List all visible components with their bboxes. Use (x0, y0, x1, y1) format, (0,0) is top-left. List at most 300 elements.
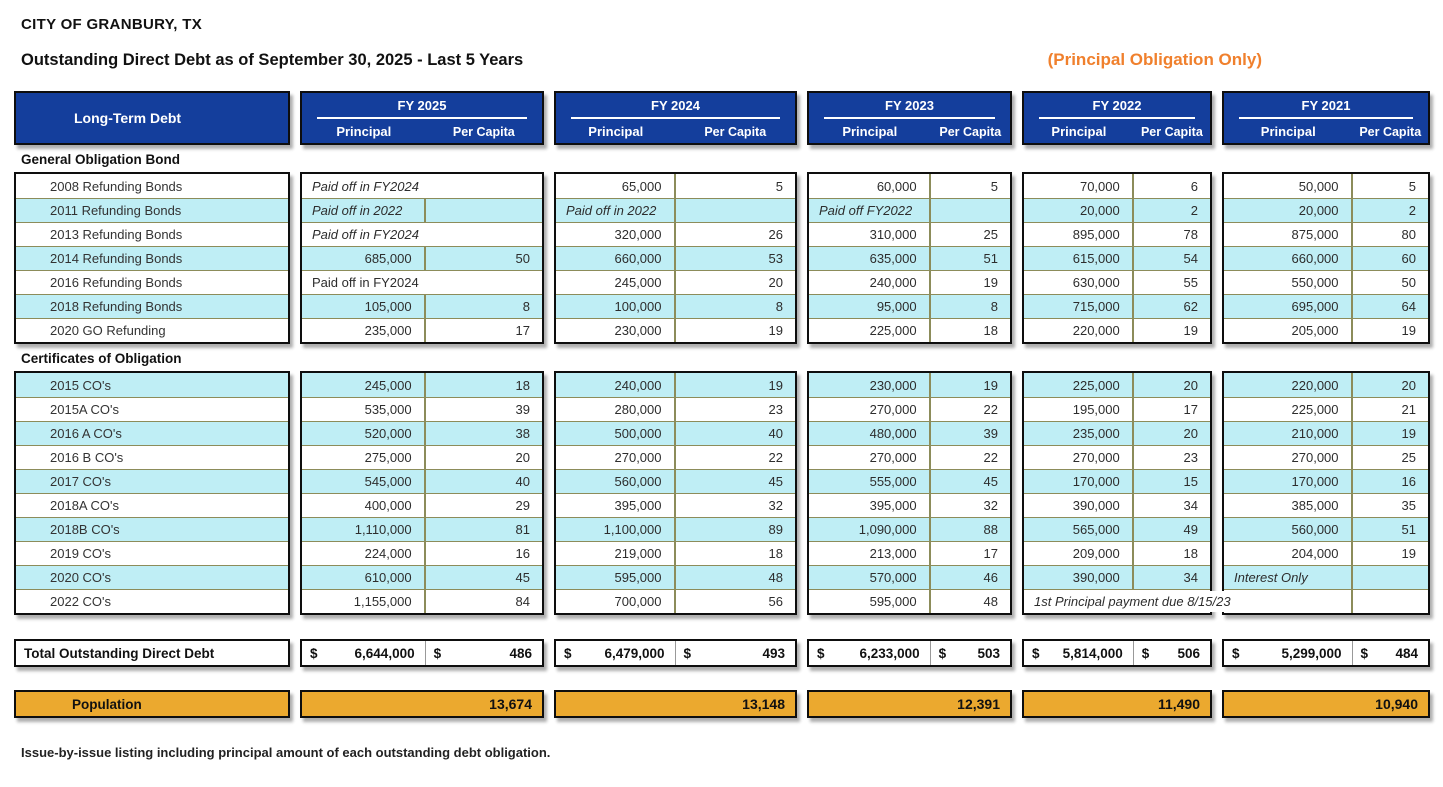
fy-data-box (1022, 172, 1212, 344)
principal-cell: 225,000 (1024, 373, 1134, 397)
table-row (809, 565, 1010, 589)
principal-cell: 220,000 (1224, 373, 1353, 397)
debt-issue-label: 2018B CO's (50, 522, 120, 537)
per-capita-cell: 38 (515, 426, 530, 441)
principal-cell: 240,000 (809, 271, 931, 294)
per-capita-cell: 88 (983, 522, 998, 537)
table-row (556, 469, 795, 493)
per-capita-cell: 18 (515, 377, 530, 393)
table-row (556, 174, 795, 198)
table-row (809, 589, 1010, 613)
principal-cell: 224,000 (302, 542, 426, 565)
table-row (809, 174, 1010, 198)
per-capita-cell: 22 (768, 450, 783, 465)
principal-only-note: (Principal Obligation Only) (1047, 50, 1262, 69)
debt-issue-label: 2018 Refunding Bonds (50, 299, 183, 314)
principal-cell: 245,000 (302, 373, 426, 397)
fy2023-header (807, 91, 1012, 145)
total-per-capita-cell (1134, 641, 1210, 665)
long-term-debt-label: Long-Term Debt (74, 110, 182, 126)
table-row (16, 397, 288, 421)
table-row (16, 517, 288, 541)
table-row (1024, 469, 1210, 493)
per-capita-cell: 18 (768, 546, 783, 561)
principal-cell: 610,000 (302, 566, 426, 589)
currency-symbol: $ (683, 645, 692, 661)
note-text: Interest Only (1234, 570, 1308, 585)
table-row (1024, 517, 1210, 541)
table-row (302, 565, 542, 589)
per-capita-cell: 50 (515, 251, 530, 266)
total-principal-cell (556, 641, 676, 665)
per-capita-cell: 84 (515, 594, 530, 609)
per-capita-cell (1353, 590, 1428, 613)
fy-data-box (807, 172, 1012, 344)
principal-cell: 390,000 (1024, 566, 1134, 589)
per-capita-cell: 19 (983, 275, 998, 290)
note-text: Paid off in FY2024 (312, 227, 419, 242)
principal-cell: 100,000 (556, 295, 676, 318)
debt-issue-label: 2008 Refunding Bonds (50, 178, 183, 194)
per-capita-cell: 34 (1183, 498, 1198, 513)
per-capita-cell: 39 (515, 402, 530, 417)
table-row (809, 246, 1010, 270)
table-row (302, 246, 542, 270)
table-row (16, 469, 288, 493)
table-row (302, 318, 542, 342)
per-capita-cell: 25 (983, 227, 998, 242)
table-header-row (14, 91, 1443, 145)
certificates-of-obligation-grid (14, 371, 1443, 615)
table-row (1224, 270, 1428, 294)
per-capita-cell: 25 (1401, 450, 1416, 465)
principal-cell: 20,000 (1024, 199, 1134, 222)
principal-cell: 685,000 (302, 247, 426, 270)
table-row (16, 318, 288, 342)
per-capita-cell: 16 (1401, 474, 1416, 489)
table-row (1024, 589, 1231, 613)
table-row (809, 397, 1010, 421)
fy2023-label: FY 2023 (824, 98, 995, 119)
note-cell (556, 199, 676, 222)
fy-data-box (300, 172, 544, 344)
table-row (556, 589, 795, 613)
table-row (1024, 541, 1210, 565)
per-capita-cell: 19 (768, 377, 783, 393)
per-capita-cell: 18 (1183, 546, 1198, 561)
principal-cell: 545,000 (302, 470, 426, 493)
principal-cell: 220,000 (1024, 319, 1134, 342)
principal-cell: 170,000 (1024, 470, 1134, 493)
table-row (1024, 270, 1210, 294)
principal-cell: 630,000 (1024, 271, 1134, 294)
per-capita-cell: 53 (768, 251, 783, 266)
table-row (809, 541, 1010, 565)
table-row (16, 222, 288, 246)
per-capita-cell: 20 (768, 275, 783, 290)
table-row (302, 517, 542, 541)
debt-issue-label: 2020 CO's (50, 570, 112, 585)
principal-cell: 225,000 (1224, 398, 1353, 421)
total-per-capita-cell (426, 641, 542, 665)
fy2022-header (1022, 91, 1212, 145)
principal-cell: 310,000 (809, 223, 931, 246)
total-per-capita-value: 486 (509, 645, 532, 661)
population-value-box (1022, 690, 1212, 718)
table-row (809, 222, 1010, 246)
per-capita-cell: 8 (775, 299, 783, 314)
table-row (1024, 174, 1210, 198)
per-capita-cell: 45 (768, 474, 783, 489)
section-title-general-obligation-bond: General Obligation Bond (21, 152, 181, 167)
principal-cell: 660,000 (1224, 247, 1353, 270)
table-row (302, 373, 542, 397)
principal-cell: 320,000 (556, 223, 676, 246)
principal-cell: 595,000 (809, 590, 931, 613)
table-row (1224, 318, 1428, 342)
table-row (16, 198, 288, 222)
per-capita-cell: 23 (1183, 450, 1198, 465)
table-row (1224, 222, 1428, 246)
page-subtitle: Outstanding Direct Debt as of September 30, 2025 - Last 5 Years (21, 51, 524, 69)
table-row (556, 445, 795, 469)
total-principal-cell (809, 641, 931, 665)
table-row (556, 421, 795, 445)
table-row (1224, 589, 1428, 613)
principal-column-header: Principal (1051, 124, 1107, 139)
table-row (302, 397, 542, 421)
currency-symbol: $ (1032, 645, 1040, 661)
table-row (1224, 517, 1428, 541)
total-principal-cell (1224, 641, 1353, 665)
table-row (302, 270, 542, 294)
principal-cell: 500,000 (556, 422, 676, 445)
per-capita-cell: 49 (1183, 522, 1198, 537)
table-row (556, 517, 795, 541)
population-value: 11,490 (1157, 696, 1200, 712)
principal-cell: 1,100,000 (556, 518, 676, 541)
population-row (14, 690, 1443, 718)
table-row (556, 222, 795, 246)
population-value: 10,940 (1375, 696, 1418, 712)
fy-data-box (300, 371, 544, 615)
per-capita-cell: 19 (1401, 323, 1416, 338)
total-data-box (554, 639, 797, 667)
per-capita-cell: 34 (1183, 570, 1198, 585)
per-capita-cell: 26 (768, 227, 783, 242)
table-row (1224, 198, 1428, 222)
table-row (16, 589, 288, 613)
table-row (1224, 174, 1428, 198)
principal-cell: 565,000 (1024, 518, 1134, 541)
table-row (16, 445, 288, 469)
table-row (1024, 318, 1210, 342)
per-capita-cell: 22 (983, 450, 998, 465)
table-row (1024, 565, 1210, 589)
fy2025-header (300, 91, 544, 145)
note-cell (302, 271, 542, 294)
per-capita-cell: 8 (990, 299, 998, 314)
principal-cell: 204,000 (1224, 542, 1353, 565)
per-capita-cell: 8 (522, 299, 530, 314)
principal-cell: 550,000 (1224, 271, 1353, 294)
principal-cell: 270,000 (1224, 446, 1353, 469)
population-value-box (300, 690, 544, 718)
table-row (16, 541, 288, 565)
principal-cell: 170,000 (1224, 470, 1353, 493)
per-capita-cell: 64 (1401, 299, 1416, 314)
per-capita-cell: 62 (1183, 299, 1198, 314)
table-row (1024, 445, 1210, 469)
table-row (809, 294, 1010, 318)
per-capita-cell: 5 (1408, 178, 1416, 194)
debt-issue-label: 2016 Refunding Bonds (50, 275, 183, 290)
per-capita-cell: 5 (990, 178, 998, 194)
total-principal-cell (1024, 641, 1134, 665)
table-row (1224, 294, 1428, 318)
principal-cell: 1,155,000 (302, 590, 426, 613)
principal-cell: 560,000 (1224, 518, 1353, 541)
principal-cell: 60,000 (809, 174, 931, 198)
principal-cell: 209,000 (1024, 542, 1134, 565)
debt-issue-label: 2013 Refunding Bonds (50, 227, 183, 242)
per-capita-cell: 35 (1401, 498, 1416, 513)
table-row (1024, 222, 1210, 246)
table-row (302, 493, 542, 517)
per-capita-cell (426, 199, 542, 222)
per-capita-cell: 22 (983, 402, 998, 417)
table-row (1224, 397, 1428, 421)
fy-data-box (1222, 371, 1430, 615)
per-capita-cell: 46 (983, 570, 998, 585)
principal-cell: 230,000 (809, 373, 931, 397)
footnote: Issue-by-issue listing including principal amount of each outstanding debt obligation. (21, 745, 551, 760)
note-text: 1st Principal payment due 8/15/23 (1034, 591, 1241, 612)
note-text: Paid off FY2022 (819, 203, 913, 218)
table-row (809, 318, 1010, 342)
table-row (16, 294, 288, 318)
per-capita-cell: 18 (983, 323, 998, 338)
per-capita-column-header: Per Capita (1140, 124, 1203, 139)
debt-issue-label: 2018A CO's (50, 498, 119, 513)
principal-cell: 245,000 (556, 271, 676, 294)
currency-symbol: $ (1360, 645, 1369, 661)
table-row (809, 373, 1010, 397)
per-capita-cell: 32 (983, 498, 998, 513)
principal-cell: 20,000 (1224, 199, 1353, 222)
debt-issue-label: 2015 CO's (50, 377, 112, 393)
subtitle-row (21, 50, 1443, 70)
table-row (1024, 373, 1210, 397)
principal-cell: 230,000 (556, 319, 676, 342)
principal-cell: 205,000 (1224, 319, 1353, 342)
per-capita-column-header: Per Capita (939, 124, 1002, 139)
per-capita-column-header: Per Capita (704, 124, 767, 139)
table-row (302, 294, 542, 318)
note-text: Paid off in FY2024 (312, 275, 419, 290)
principal-cell: 895,000 (1024, 223, 1134, 246)
per-capita-cell (676, 199, 796, 222)
per-capita-cell: 56 (768, 594, 783, 609)
per-capita-cell: 89 (768, 522, 783, 537)
currency-symbol: $ (817, 645, 825, 661)
principal-cell: 219,000 (556, 542, 676, 565)
per-capita-cell: 17 (515, 323, 530, 338)
principal-cell: 65,000 (556, 174, 676, 198)
page-title: CITY OF GRANBURY, TX (21, 16, 203, 33)
per-capita-cell: 20 (1183, 426, 1198, 441)
table-row (1224, 541, 1428, 565)
note-text: Paid off in FY2024 (312, 178, 419, 194)
principal-cell: 395,000 (556, 494, 676, 517)
fy2025-label: FY 2025 (317, 98, 527, 119)
principal-cell: 400,000 (302, 494, 426, 517)
table-row (16, 565, 288, 589)
table-row (556, 493, 795, 517)
table-row (809, 517, 1010, 541)
principal-cell: 520,000 (302, 422, 426, 445)
principal-cell: 105,000 (302, 295, 426, 318)
per-capita-cell: 19 (1401, 426, 1416, 441)
long-term-debt-header (14, 91, 290, 145)
table-row (302, 469, 542, 493)
table-row (809, 198, 1010, 222)
per-capita-cell: 40 (515, 474, 530, 489)
table-row (302, 541, 542, 565)
total-per-capita-cell (1353, 641, 1428, 665)
table-row (809, 270, 1010, 294)
per-capita-column-header: Per Capita (452, 124, 515, 139)
principal-cell: 235,000 (302, 319, 426, 342)
table-row (302, 174, 542, 198)
table-row (809, 493, 1010, 517)
currency-symbol: $ (433, 645, 442, 661)
total-per-capita-cell (931, 641, 1010, 665)
principal-cell: 700,000 (556, 590, 676, 613)
principal-cell: 270,000 (809, 398, 931, 421)
principal-cell: 1,090,000 (809, 518, 931, 541)
per-capita-cell: 81 (515, 522, 530, 537)
table-row (556, 565, 795, 589)
fy-data-box (807, 371, 1012, 615)
per-capita-cell: 20 (515, 450, 530, 465)
table-row (1024, 397, 1210, 421)
table-row (809, 421, 1010, 445)
note-cell (302, 174, 542, 198)
total-data-box (300, 639, 544, 667)
per-capita-cell: 48 (768, 570, 783, 585)
section-title-certificates-of-obligation: Certificates of Obligation (21, 351, 182, 366)
table-row (302, 589, 542, 613)
table-row (1024, 421, 1210, 445)
per-capita-cell (1353, 566, 1428, 589)
fy2021-label: FY 2021 (1239, 98, 1413, 119)
note-text: Paid off in 2022 (312, 203, 403, 218)
principal-cell: 560,000 (556, 470, 676, 493)
table-row (556, 198, 795, 222)
per-capita-cell: 19 (768, 323, 783, 338)
principal-cell: 70,000 (1024, 174, 1134, 198)
total-per-capita-value: 506 (1177, 645, 1200, 661)
principal-cell: 275,000 (302, 446, 426, 469)
per-capita-cell: 32 (768, 498, 783, 513)
principal-cell: 270,000 (556, 446, 676, 469)
principal-cell: 715,000 (1024, 295, 1134, 318)
per-capita-cell: 45 (515, 570, 530, 585)
per-capita-cell: 19 (1401, 546, 1416, 561)
principal-cell: 395,000 (809, 494, 931, 517)
per-capita-cell: 20 (1183, 377, 1198, 393)
fy2022-label: FY 2022 (1039, 98, 1195, 119)
fy-data-box (1222, 172, 1430, 344)
total-principal-value: 6,479,000 (604, 645, 665, 661)
per-capita-cell: 54 (1183, 251, 1198, 266)
per-capita-cell: 45 (983, 474, 998, 489)
debt-issue-label: 2014 Refunding Bonds (50, 251, 183, 266)
table-row (1024, 493, 1210, 517)
total-data-box (807, 639, 1012, 667)
principal-cell: 195,000 (1024, 398, 1134, 421)
table-row (1024, 294, 1210, 318)
population-value: 12,391 (957, 696, 1000, 712)
table-row (556, 294, 795, 318)
total-per-capita-value: 503 (977, 645, 1000, 661)
debt-label-box (14, 172, 290, 344)
per-capita-cell: 80 (1401, 227, 1416, 242)
per-capita-cell (931, 199, 1010, 222)
fy2021-header (1222, 91, 1430, 145)
total-principal-value: 5,814,000 (1062, 645, 1123, 661)
principal-cell: 210,000 (1224, 422, 1353, 445)
population-value-box (1222, 690, 1430, 718)
per-capita-cell: 17 (983, 546, 998, 561)
currency-symbol: $ (310, 645, 318, 661)
debt-issue-label: 2022 CO's (50, 594, 112, 609)
debt-issue-label: 2016 B CO's (50, 450, 124, 465)
table-row (556, 270, 795, 294)
note-cell (302, 199, 426, 222)
table-row (556, 318, 795, 342)
table-row (302, 222, 542, 246)
total-label: Total Outstanding Direct Debt (14, 639, 290, 667)
currency-symbol: $ (1141, 645, 1150, 661)
principal-cell: 50,000 (1224, 174, 1353, 198)
population-value: 13,148 (742, 696, 785, 712)
fy-data-box (1022, 371, 1231, 615)
debt-issue-label: 2015A CO's (50, 402, 119, 417)
principal-cell: 270,000 (809, 446, 931, 469)
fy2024-label: FY 2024 (571, 98, 780, 119)
note-cell (302, 223, 542, 246)
per-capita-cell: 60 (1401, 251, 1416, 266)
per-capita-cell: 48 (983, 594, 998, 609)
principal-cell: 225,000 (809, 319, 931, 342)
total-per-capita-cell (676, 641, 796, 665)
per-capita-cell: 6 (1190, 178, 1198, 194)
table-row (556, 397, 795, 421)
per-capita-cell: 51 (983, 251, 998, 266)
total-row (14, 639, 1443, 667)
note-cell (809, 199, 931, 222)
principal-cell: 555,000 (809, 470, 931, 493)
principal-cell: 95,000 (809, 295, 931, 318)
per-capita-cell: 16 (515, 546, 530, 561)
per-capita-cell: 39 (983, 426, 998, 441)
principal-cell: 875,000 (1224, 223, 1353, 246)
table-row (809, 469, 1010, 493)
table-row (16, 270, 288, 294)
population-value-box (554, 690, 797, 718)
